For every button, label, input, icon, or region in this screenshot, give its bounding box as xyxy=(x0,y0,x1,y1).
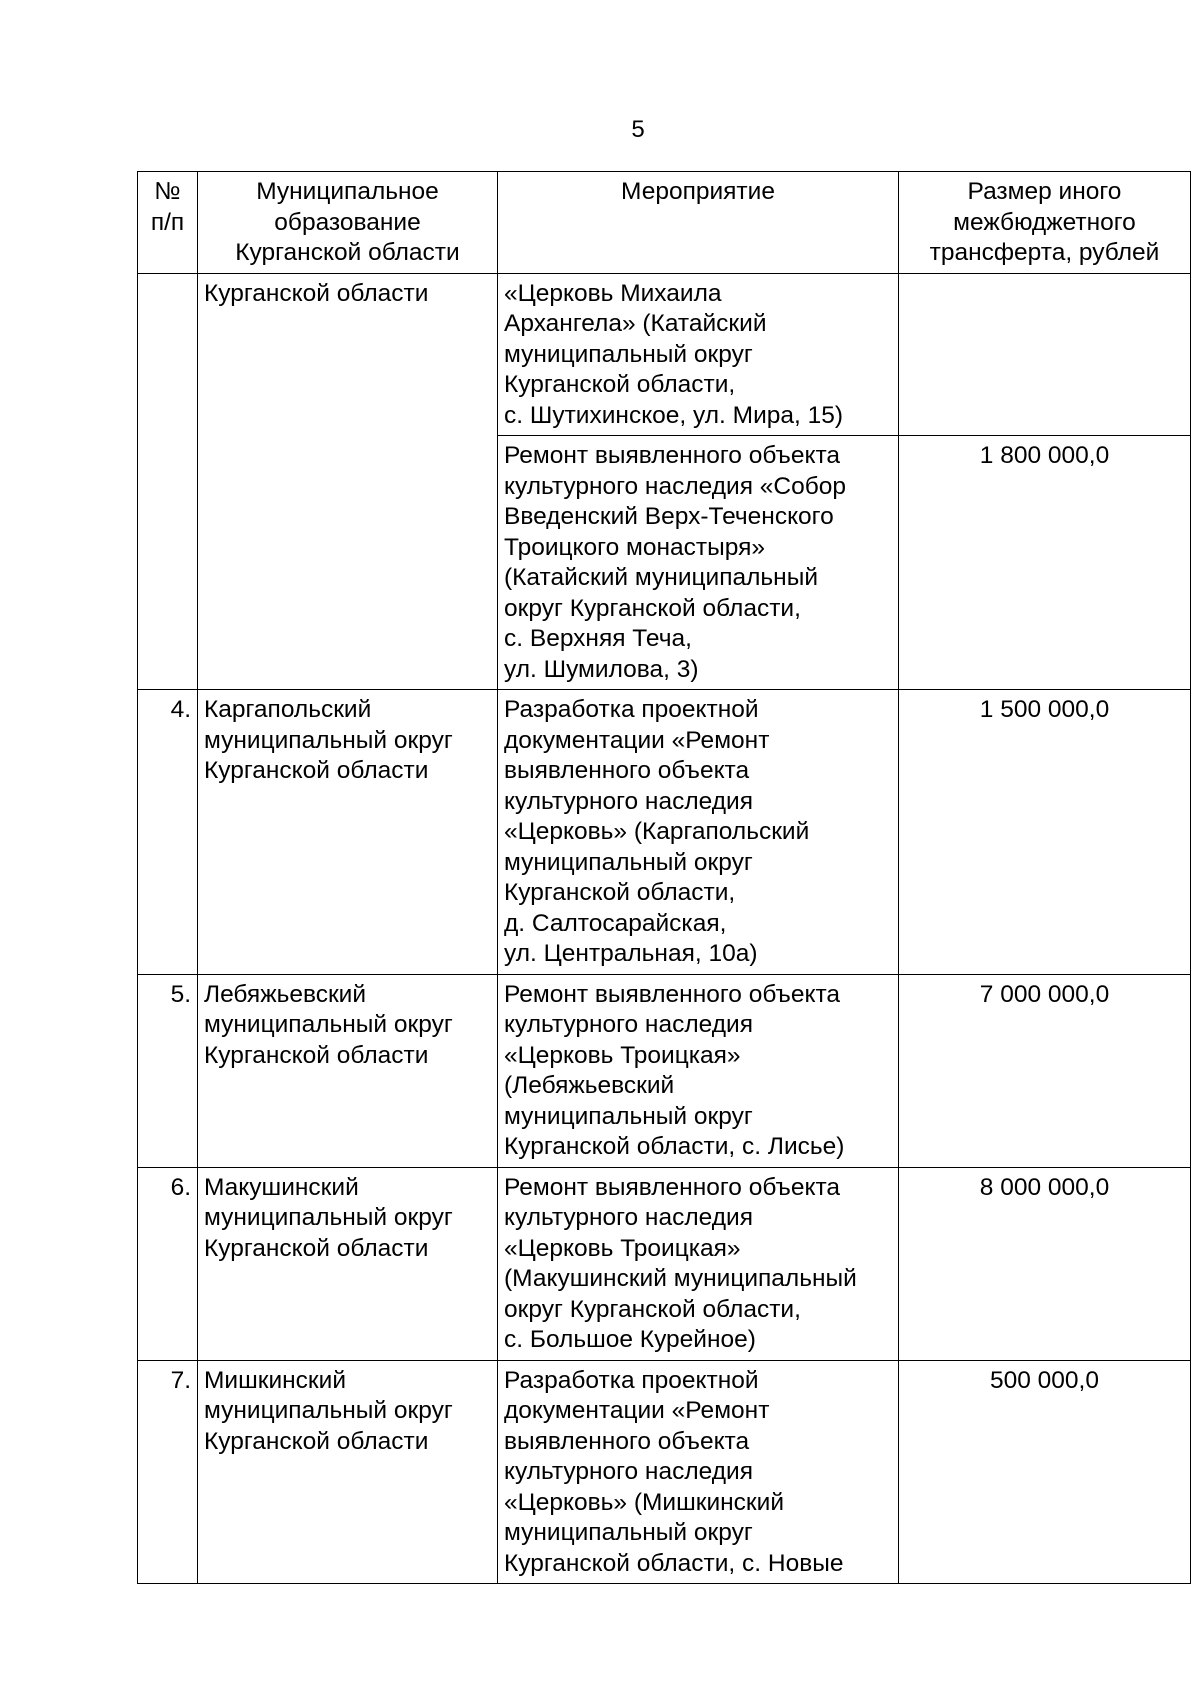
event-line: муниципальный округ xyxy=(504,340,753,368)
event-line: Ремонт выявленного объекта xyxy=(504,980,841,1008)
municipality-line: Курганской области xyxy=(204,279,429,307)
event-line: «Церковь Троицкая» xyxy=(504,1041,741,1069)
event-cell xyxy=(498,1167,899,1360)
event-line: (Лебяжьевский xyxy=(504,1072,675,1099)
transfers-table xyxy=(137,171,1191,1584)
row-num-cell: 5. xyxy=(138,974,198,1167)
event-line: Троицкого монастыря» xyxy=(504,533,765,561)
event-line: Курганской области, с. Новые xyxy=(504,1549,844,1577)
municipality-line: Курганской области xyxy=(204,1041,429,1069)
event-line: культурного наследия xyxy=(504,1011,753,1038)
table-row xyxy=(138,273,1191,436)
continuation-municipality-cell xyxy=(198,273,498,690)
municipality-cell xyxy=(198,1167,498,1360)
event-line: Курганской области, xyxy=(504,879,736,906)
event-line: Разработка проектной xyxy=(504,696,759,723)
header-event-line: Мероприятие xyxy=(621,178,775,205)
event-line: культурного наследия «Собор xyxy=(504,472,847,500)
event-line: округ Курганской области, xyxy=(504,1295,801,1323)
event-line: выявленного объекта xyxy=(504,757,750,784)
table-row xyxy=(138,974,1191,1167)
event-line: ул. Шумилова, 3) xyxy=(504,655,699,683)
event-line: с. Большое Курейное) xyxy=(504,1326,756,1353)
page-number: 5 xyxy=(631,116,645,143)
municipality-line: Лебяжьевский xyxy=(204,980,367,1008)
event-line: муниципальный округ xyxy=(504,1102,753,1130)
event-line: округ Курганской области, xyxy=(504,594,801,622)
municipality-line: муниципальный округ xyxy=(204,726,453,754)
event-line: Курганской области, с. Лисье) xyxy=(504,1133,845,1160)
event-line: с. Верхняя Теча, xyxy=(504,625,692,652)
row-num-cell: 6. xyxy=(138,1167,198,1360)
event-cell xyxy=(498,436,899,690)
header-municipality-line: Курганской области xyxy=(235,239,460,266)
header-amount-line: межбюджетного xyxy=(953,208,1136,236)
event-cell xyxy=(498,1360,899,1584)
event-line: Курганской области, xyxy=(504,371,736,398)
municipality-line: муниципальный округ xyxy=(204,1397,453,1424)
event-line: выявленного объекта xyxy=(504,1427,750,1455)
event-cell xyxy=(498,273,899,436)
amount-cell: 7 000 000,0 xyxy=(899,974,1191,1167)
event-line: культурного наследия xyxy=(504,787,753,815)
event-line: (Макушинский муниципальный xyxy=(504,1265,857,1292)
table-row xyxy=(138,1360,1191,1584)
event-line: Введенский Верх-Теченского xyxy=(504,503,834,530)
header-municipality-line: Муниципальное xyxy=(256,178,439,205)
header-num-line: п/п xyxy=(150,208,185,236)
municipality-cell xyxy=(198,690,498,975)
event-line: (Катайский муниципальный xyxy=(504,564,819,591)
event-cell xyxy=(498,690,899,975)
header-num-line: № xyxy=(154,178,181,205)
municipality-cell xyxy=(198,1360,498,1584)
event-line: муниципальный округ xyxy=(504,848,753,876)
header-amount xyxy=(899,172,1191,274)
amount-cell: 1 500 000,0 xyxy=(899,690,1191,975)
municipality-line: Курганской области xyxy=(204,1234,429,1262)
municipality-line: Каргапольский xyxy=(204,696,372,723)
row-num-cell: 4. xyxy=(138,690,198,975)
municipality-line: Мишкинский xyxy=(204,1366,347,1394)
table-row xyxy=(138,690,1191,975)
event-line: «Церковь Михаила xyxy=(504,279,722,307)
amount-cell: 8 000 000,0 xyxy=(899,1167,1191,1360)
municipality-line: Курганской области xyxy=(204,757,429,784)
event-line: ул. Центральная, 10а) xyxy=(504,940,758,967)
municipality-line: муниципальный округ xyxy=(204,1011,453,1038)
municipality-line: муниципальный округ xyxy=(204,1204,453,1231)
event-cell xyxy=(498,974,899,1167)
municipality-line: Курганской области xyxy=(204,1427,429,1455)
header-municipality xyxy=(198,172,498,274)
event-line: муниципальный округ xyxy=(504,1519,753,1546)
continuation-num-cell xyxy=(138,273,198,690)
row-num-cell: 7. xyxy=(138,1360,198,1584)
header-num xyxy=(138,172,198,274)
event-line: Архангела» (Катайский xyxy=(504,310,767,337)
event-line: «Церковь Троицкая» xyxy=(504,1234,741,1262)
amount-cell: 500 000,0 xyxy=(899,1360,1191,1584)
header-event xyxy=(498,172,899,274)
event-line: с. Шутихинское, ул. Мира, 15) xyxy=(504,401,844,429)
event-line: «Церковь» (Каргапольский xyxy=(504,818,810,845)
event-line: Разработка проектной xyxy=(504,1366,759,1394)
amount-cell xyxy=(899,273,1191,436)
header-amount-line: трансферта, рублей xyxy=(929,239,1160,266)
event-line: культурного наследия xyxy=(504,1458,753,1485)
table-row xyxy=(138,1167,1191,1360)
header-amount-line: Размер иного xyxy=(967,178,1122,205)
event-line: документации «Ремонт xyxy=(504,1397,770,1424)
event-line: Ремонт выявленного объекта xyxy=(504,442,841,469)
amount-cell: 1 800 000,0 xyxy=(899,436,1191,690)
header-municipality-line: образование xyxy=(274,208,421,236)
event-line: «Церковь» (Мишкинский xyxy=(504,1488,785,1516)
table-header-row xyxy=(138,172,1191,274)
event-line: документации «Ремонт xyxy=(504,726,770,754)
municipality-line: Макушинский xyxy=(204,1173,359,1201)
event-line: Ремонт выявленного объекта xyxy=(504,1173,841,1201)
event-line: культурного наследия xyxy=(504,1204,753,1231)
municipality-cell xyxy=(198,974,498,1167)
event-line: д. Салтосарайская, xyxy=(504,909,727,937)
